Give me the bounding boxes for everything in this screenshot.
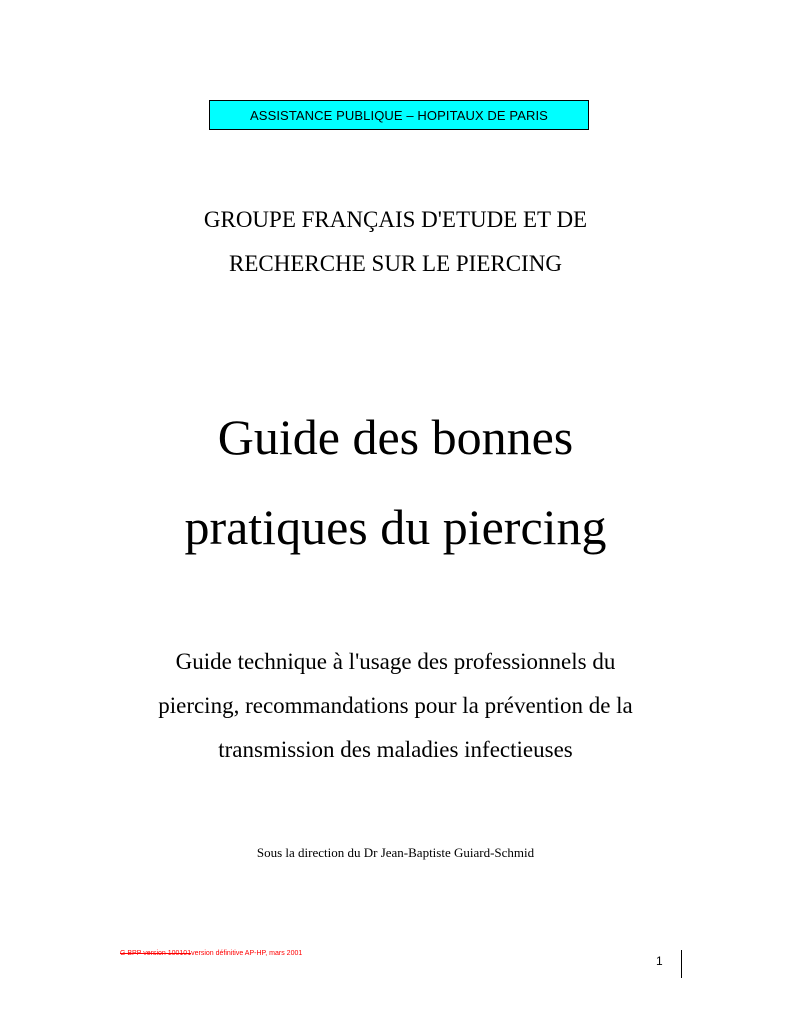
document-title-line-2: pratiques du piercing [184,499,607,555]
footer-version-note [120,950,302,957]
document-title [0,392,791,572]
organization-header-box [209,100,589,130]
subtitle-line-2: piercing, recommandations pour la prévention de la [158,693,633,718]
group-title-line-1: GROUPE FRANÇAIS D'ETUDE ET DE [203,207,588,232]
footer-final-version: version définitive AP-HP, mars 2001 [191,950,303,957]
document-title-line-1: Guide des bonnes [217,409,574,465]
group-title [0,198,791,286]
page-number: 1 [656,954,663,968]
subtitle-line-1: Guide technique à l'usage des professionnels du [175,649,616,674]
direction-credit: Sous la direction du Dr Jean-Baptiste Guiard-Schmid [256,845,535,860]
page-number-divider [681,950,682,978]
footer-deleted-version: G BPP version 100101 [120,950,192,957]
subtitle-line-3: transmission des maladies infectieuses [218,737,573,762]
document-subtitle [0,640,791,772]
organization-name: ASSISTANCE PUBLIQUE – HOPITAUX DE PARIS [250,107,548,123]
group-title-line-2: RECHERCHE SUR LE PIERCING [229,251,562,276]
